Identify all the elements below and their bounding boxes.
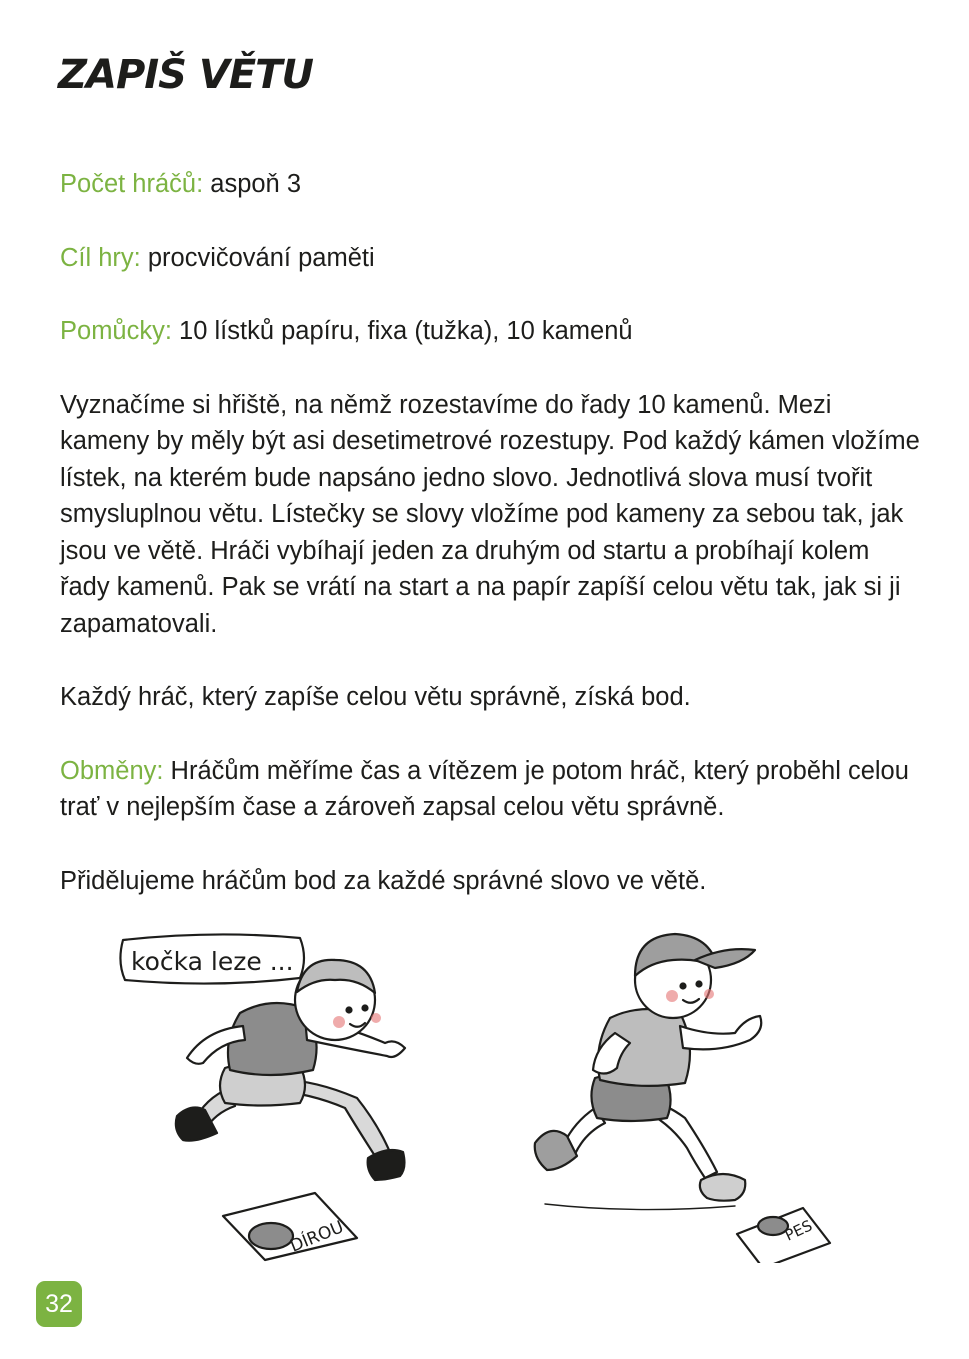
left-running-boy xyxy=(120,934,405,1260)
tools-line xyxy=(60,313,920,350)
description-paragraph: Vyznačíme si hřiště, na němž rozestavíme do řady 10 kamenů. Mezi kameny by měly být asi desetimetrové rozestupy. Pod každý kámen vložíme lístek, na kterém bude napsáno jedno slovo. Jednotlivá slova musí tvořit smysluplnou větu. Lístečky se slovy vložíme pod kameny za sebou tak, jak jsou ve větě. Hráči vybíhají jeden za druhým od startu a probíhají kolem řady kamenů. Pak se vrátí na start a na papír zapíší celou větu tak, jak si ji zapamatovali. xyxy=(60,390,920,638)
game-description xyxy=(60,166,920,936)
card-right-word: PES xyxy=(782,1216,816,1245)
variant-2-paragraph: Přidělujeme hráčům bod za každé správné slovo ve větě. xyxy=(60,866,707,895)
players-label: Počet hráčů: xyxy=(60,170,204,198)
variants-label: Obměny: xyxy=(60,756,164,785)
right-boy-front-shoe xyxy=(700,1174,745,1201)
left-boy-front-shoe xyxy=(368,1150,405,1180)
variants-paragraph xyxy=(60,753,920,826)
page-title: ZAPIŠ VĚTU xyxy=(58,52,313,98)
tools-value: 10 lístků papíru, fixa (tužka), 10 kamenů xyxy=(171,317,633,345)
players-line xyxy=(60,166,920,203)
goal-value: procvičování paměti xyxy=(140,243,375,272)
variants-value: Hráčům měříme čas a vítězem je potom hráč, který proběhl celou trať v nejlepším čase a zároveň zapsal celou větu správně. xyxy=(60,756,909,821)
stone-left xyxy=(249,1223,293,1249)
card-right xyxy=(737,1208,830,1263)
goal-label: Cíl hry: xyxy=(60,243,141,272)
players-value: aspoň 3 xyxy=(203,170,302,198)
speech-bubble-text: kočka leze ... xyxy=(131,947,294,976)
card-left-word: DÍROU xyxy=(287,1217,347,1257)
running-children-illustration xyxy=(95,918,875,1263)
goal-line xyxy=(60,240,920,277)
scoring-paragraph: Každý hráč, který zapíše celou větu správně, získá bod. xyxy=(60,683,691,711)
tools-label: Pomůcky: xyxy=(60,317,172,345)
right-running-boy xyxy=(535,934,830,1263)
page-number-badge: 32 xyxy=(36,1281,82,1327)
